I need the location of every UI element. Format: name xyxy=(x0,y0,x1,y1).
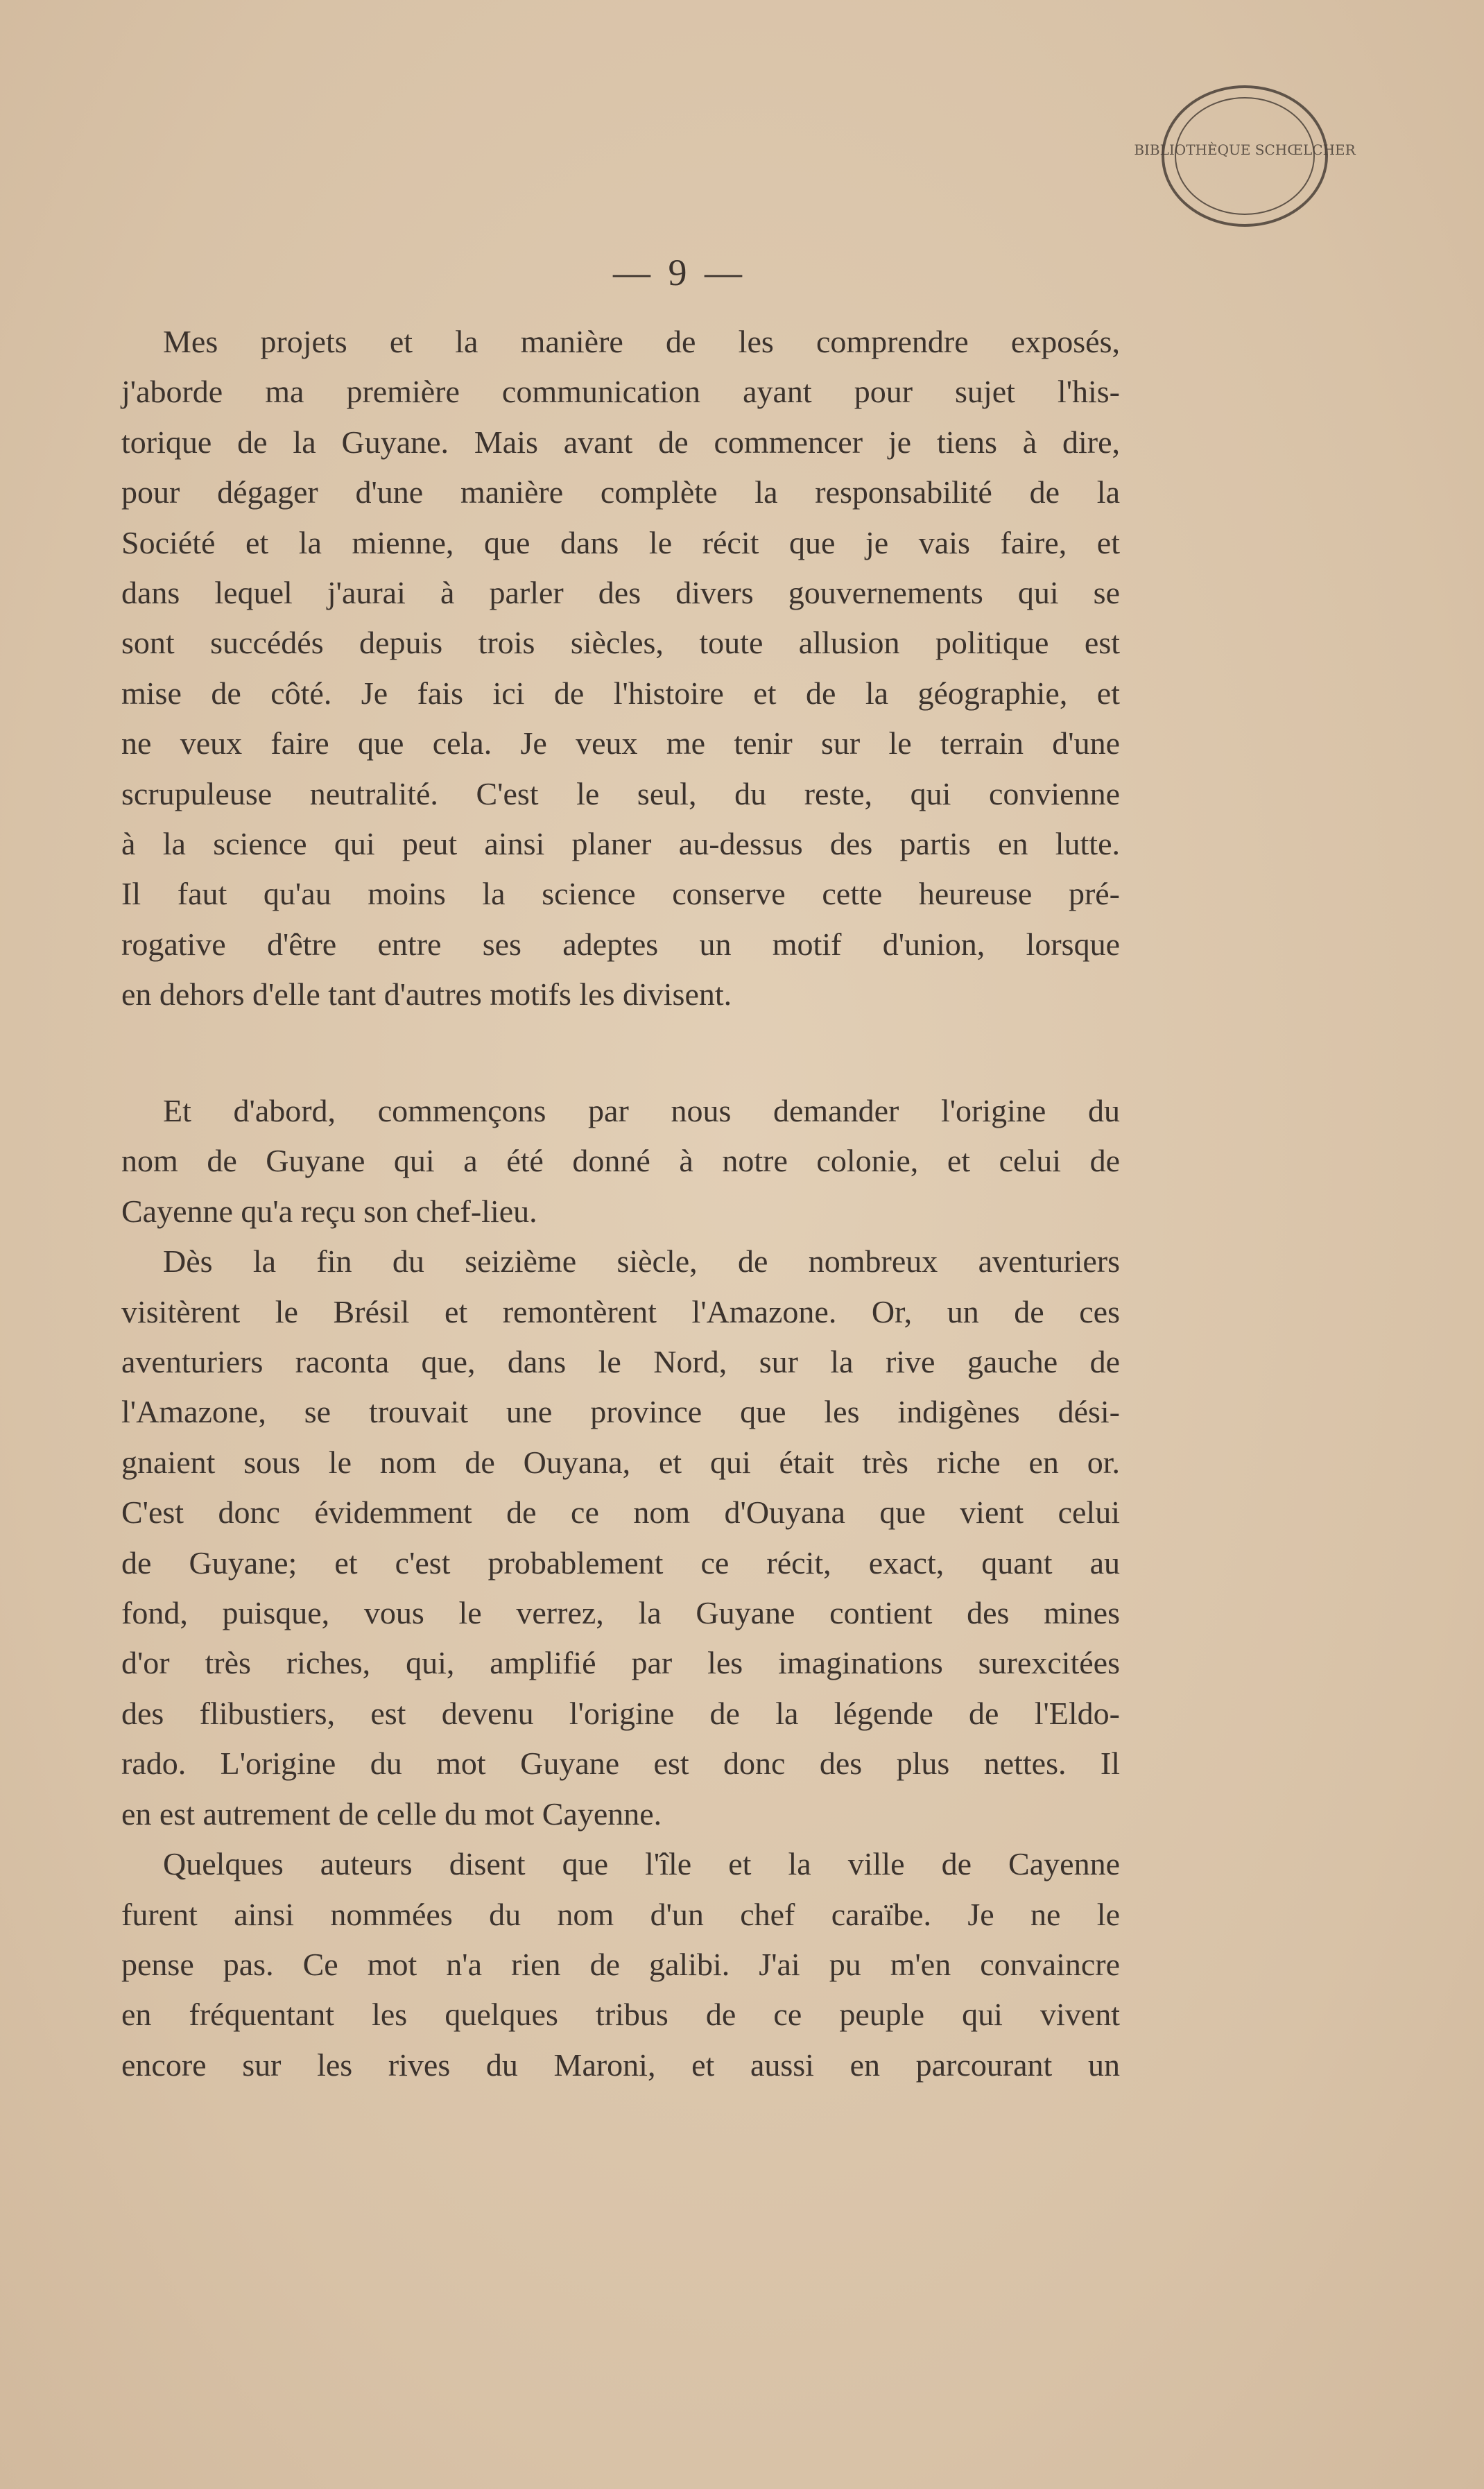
text-line: Cayenne qu'a reçu son chef-lieu. xyxy=(121,1193,537,1229)
text-line: ne veux faire que cela. Je veux me tenir sur le terrain d'une xyxy=(121,725,1120,761)
text-line: en est autrement de celle du mot Cayenne. xyxy=(121,1795,662,1832)
text-line: torique de la Guyane. Mais avant de commencer je tiens à dire, xyxy=(121,424,1120,460)
text-line: rogative d'être entre ses adeptes un motif d'union, lorsque xyxy=(121,926,1120,962)
text-line: C'est donc évidemment de ce nom d'Ouyana que vient celui xyxy=(121,1495,1120,1531)
text-line: en dehors d'elle tant d'autres motifs les divisent. xyxy=(121,976,732,1013)
text-line: de Guyane; et c'est probablement ce récit, exact, quant au xyxy=(121,1544,1120,1581)
text-line: visitèrent le Brésil et remontèrent l'Amazone. Or, un de ces xyxy=(121,1293,1120,1329)
stamp-text: BIBLIOTHÈQUE SCHŒLCHER xyxy=(1134,141,1356,158)
text-line: Société et la mienne, que dans le récit que je vais faire, et xyxy=(121,524,1120,560)
library-stamp xyxy=(1134,73,1356,239)
text-line: dans lequel j'aurai à parler des divers gouvernements qui se xyxy=(121,575,1120,611)
text-line: Mes projets et la manière de les comprendre exposés, xyxy=(163,324,1120,359)
text-line: mise de côté. Je fais ici de l'histoire et de la géographie, et xyxy=(121,675,1120,711)
text-line: sont succédés depuis trois siècles, toute allusion politique est xyxy=(121,625,1120,661)
text-line: pour dégager d'une manière complète la responsabilité de la xyxy=(121,474,1120,510)
text-line: aventuriers raconta que, dans le Nord, sur la rive gauche de xyxy=(121,1344,1120,1380)
text-line: à la science qui peut ainsi planer au-dessus des partis en lutte. xyxy=(121,826,1120,862)
text-line: Quelques auteurs disent que l'île et la ville de Cayenne xyxy=(163,1846,1120,1882)
text-line: j'aborde ma première communication ayant pour sujet l'his- xyxy=(121,374,1120,410)
text-line: furent ainsi nommées du nom d'un chef caraïbe. Je ne le xyxy=(121,1896,1120,1932)
text-line: gnaient sous le nom de Ouyana, et qui était très riche en or. xyxy=(121,1444,1120,1480)
text-line: Et d'abord, commençons par nous demander l'origine du xyxy=(163,1093,1120,1128)
text-line: en fréquentant les quelques tribus de ce peuple qui vivent xyxy=(121,1997,1120,2033)
paragraph-block-1 xyxy=(121,317,1120,1020)
text-line: d'or très riches, qui, amplifié par les imaginations surexcitées xyxy=(121,1645,1120,1681)
page-number: — 9 — xyxy=(613,252,746,293)
text-line: Dès la fin du seizième siècle, de nombreux aventuriers xyxy=(163,1243,1120,1280)
text-line: encore sur les rives du Maroni, et aussi en parcourant un xyxy=(121,2047,1120,2083)
text-line: Il faut qu'au moins la science conserve cette heureuse pré- xyxy=(121,876,1120,912)
paragraph-block-2 xyxy=(121,1086,1120,2090)
text-line: rado. L'origine du mot Guyane est donc des plus nettes. Il xyxy=(121,1746,1120,1782)
text-line: scrupuleuse neutralité. C'est le seul, du reste, qui convienne xyxy=(121,775,1120,811)
text-line: pense pas. Ce mot n'a rien de galibi. J'ai pu m'en convaincre xyxy=(121,1946,1120,1982)
text-line: fond, puisque, vous le verrez, la Guyane contient des mines xyxy=(121,1595,1120,1631)
text-line: nom de Guyane qui a été donné à notre colonie, et celui de xyxy=(121,1143,1120,1179)
text-line: des flibustiers, est devenu l'origine de la légende de l'Eldo- xyxy=(121,1695,1120,1731)
text-line: l'Amazone, se trouvait une province que les indigènes dési- xyxy=(121,1394,1120,1430)
